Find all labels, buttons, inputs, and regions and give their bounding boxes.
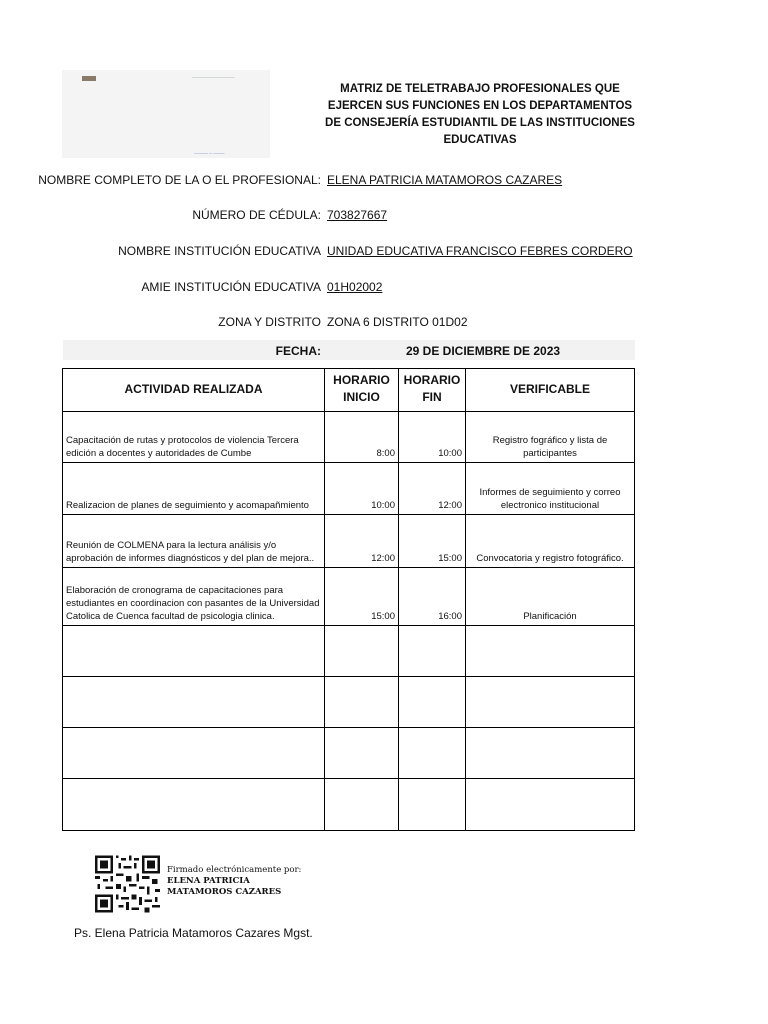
institucion-value: UNIDAD EDUCATIVA FRANCISCO FEBRES CORDERO: [327, 244, 633, 258]
cell-actividad: Capacitación de rutas y protocolos de violencia Tercera edición a docentes y autoridades de Cumbe: [63, 412, 325, 463]
field-institucion: [0, 244, 768, 262]
field-amie: [0, 280, 768, 298]
table-row: [63, 515, 635, 568]
signer-name-line1: ELENA PATRICIA: [167, 876, 250, 886]
cell-empty: [63, 626, 325, 677]
signature-name: Ps. Elena Patricia Matamoros Cazares Mgst.: [74, 926, 313, 940]
document-title: MATRIZ DE TELETRABAJO PROFESIONALES QUE EJERCEN SUS FUNCIONES EN LOS DEPARTAMENTOS DE CONSEJERÍA ESTUDIANTIL DE LAS INSTITUCIONES EDUCATIVAS: [325, 83, 635, 146]
table-header-row: [63, 369, 635, 412]
signed-by-label: Firmado electrónicamente por:: [167, 865, 302, 875]
cell-empty: [63, 728, 325, 779]
amie-label: AMIE INSTITUCIÓN EDUCATIVA: [141, 280, 321, 294]
table-row-empty: [63, 728, 635, 779]
field-cedula: [0, 208, 768, 226]
cell-empty: [466, 677, 635, 728]
activity-table: [62, 368, 635, 831]
cell-verificable: Convocatoria y registro fotográfico.: [466, 515, 635, 568]
cell-verificable: Informes de seguimiento y correo electronico institucional: [466, 463, 635, 515]
cell-empty: [466, 626, 635, 677]
cell-empty: [325, 677, 399, 728]
cell-fin: 12:00: [399, 463, 466, 515]
cell-empty: [399, 677, 466, 728]
cell-empty: [466, 728, 635, 779]
institucion-label: NOMBRE INSTITUCIÓN EDUCATIVA: [118, 244, 321, 258]
field-zona: [0, 315, 768, 333]
cell-empty: [399, 728, 466, 779]
cell-fin: 10:00: [399, 412, 466, 463]
header-fin: HORARIO FIN: [399, 369, 466, 412]
zona-label: ZONA Y DISTRITO: [218, 315, 321, 329]
cedula-value: 703827667: [327, 208, 388, 222]
cell-fin: 15:00: [399, 515, 466, 568]
cell-empty: [399, 626, 466, 677]
header-actividad: ACTIVIDAD REALIZADA: [63, 369, 325, 412]
cell-empty: [466, 779, 635, 831]
cell-fin: 16:00: [399, 568, 466, 626]
cell-actividad: Elaboración de cronograma de capacitaciones para estudiantes en coordinacion con pasantes de la Universidad Catolica de Cuenca facultad de psicologia clinica.: [63, 568, 325, 626]
cell-inicio: 12:00: [325, 515, 399, 568]
signer-name-line2: MATAMOROS CAZARES: [167, 887, 282, 897]
logo-text: ────────────: [192, 75, 235, 81]
cedula-label: NÚMERO DE CÉDULA:: [192, 208, 321, 222]
table-row-empty: [63, 626, 635, 677]
institution-logo: [62, 70, 270, 158]
cell-actividad: Realizacion de planes de seguimiento y acomapañmiento: [63, 463, 325, 515]
cell-inicio: 10:00: [325, 463, 399, 515]
header-verificable: VERIFICABLE: [466, 369, 635, 412]
cell-empty: [325, 779, 399, 831]
cell-verificable: Planificación: [466, 568, 635, 626]
header-inicio: HORARIO INICIO: [325, 369, 399, 412]
cell-actividad: Reunión de COLMENA para la lectura análisis y/o aprobación de informes diagnósticos y del plan de mejora..: [63, 515, 325, 568]
table-row: [63, 412, 635, 463]
table-row: [63, 568, 635, 626]
logo-mark-icon: [82, 76, 96, 81]
zona-value: ZONA 6 DISTRITO 01D02: [327, 315, 468, 329]
field-nombre: [0, 173, 768, 191]
fecha-value: 29 DE DICIEMBRE DE 2023: [406, 344, 561, 358]
electronic-signature: [167, 865, 301, 898]
table-row: [63, 463, 635, 515]
cell-inicio: 8:00: [325, 412, 399, 463]
table-row-empty: [63, 677, 635, 728]
logo-footer-mark: ───── ─ ────: [194, 151, 225, 156]
cell-empty: [63, 779, 325, 831]
nombre-label: NOMBRE COMPLETO DE LA O EL PROFESIONAL:: [38, 173, 321, 187]
cell-empty: [325, 728, 399, 779]
nombre-value: ELENA PATRICIA MATAMOROS CAZARES: [327, 173, 563, 187]
fecha-label: FECHA:: [275, 344, 321, 358]
cell-empty: [325, 626, 399, 677]
amie-value: 01H02002: [327, 280, 383, 294]
cell-inicio: 15:00: [325, 568, 399, 626]
cell-verificable: Registro fográfico y lista de participantes: [466, 412, 635, 463]
cell-empty: [399, 779, 466, 831]
cell-empty: [63, 677, 325, 728]
qr-code-icon: [95, 855, 160, 913]
table-row-empty: [63, 779, 635, 831]
